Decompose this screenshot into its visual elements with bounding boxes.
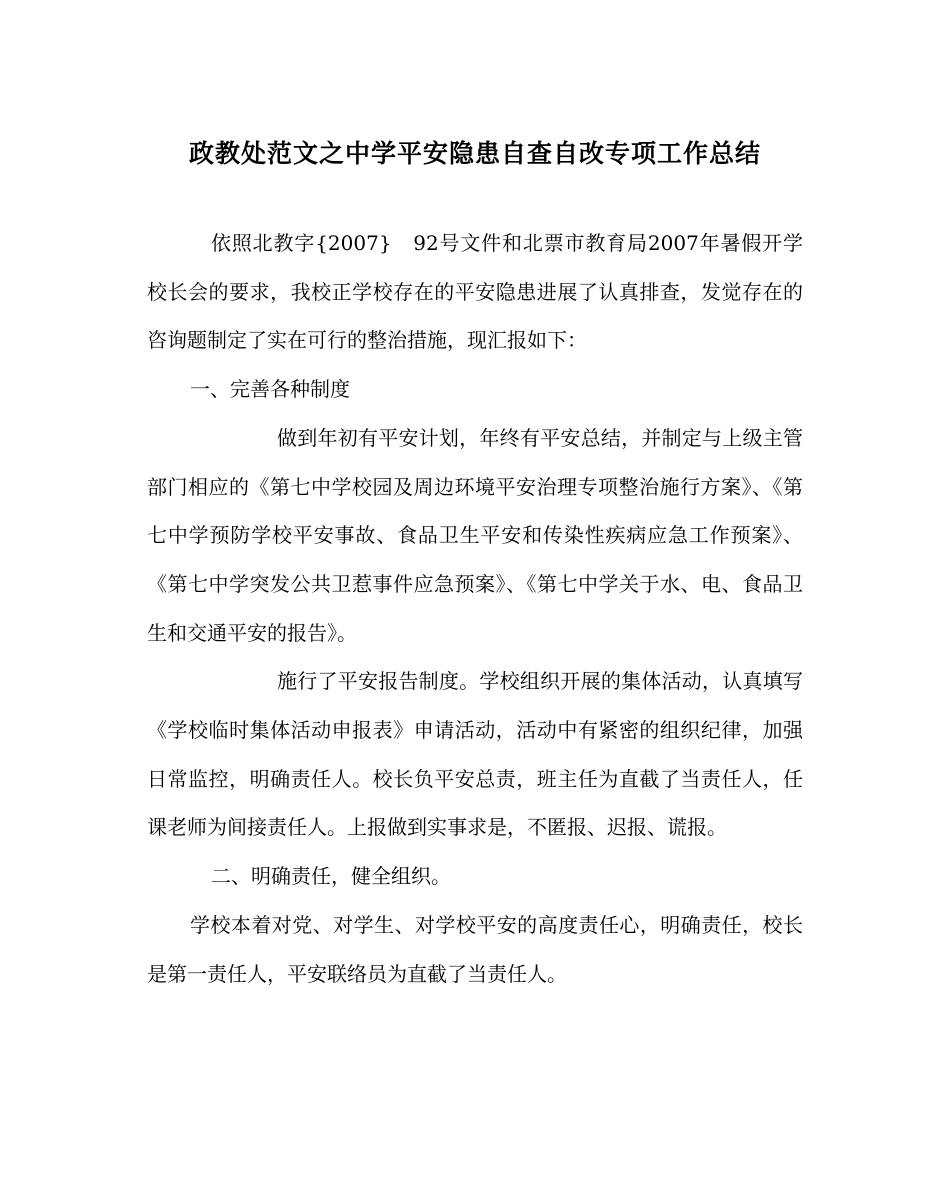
paragraph-safety-reporting: 施行了平安报告制度。学校组织开展的集体活动，认真填写《学校临时集体活动申报表》申请活动，活动中有紧密的组织纪律，加强日常监控，明确责任人。校长负平安总责，班主任为直截了当责任人，任课老师为间接责任人。上报做到实事求是，不匿报、迟报、谎报。 bbox=[147, 669, 803, 840]
document-body bbox=[147, 219, 803, 998]
page-title: 政教处范文之中学平安隐患自查自改专项工作总结 bbox=[188, 139, 761, 168]
paragraph-safety-plans: 做到年初有平安计划，年终有平安总结，并制定与上级主管部门相应的《第七中学校园及周边环境平安治理专项整治施行方案》、《第七中学预防学校平安事故、食品卫生平安和传染性疾病应急工作预案》、《第七中学突发公共卫惹事件应急预案》、《第七中学关于水、电、食品卫生和交通平安的报告》。 bbox=[147, 425, 803, 645]
intro-paragraph: 依照北教字{2007} 92号文件和北票市教育局2007年暑假开学校长会的要求，我校正学校存在的平安隐患进展了认真排查，发觉存在的咨询题制定了实在可行的整治措施，现汇报如下： bbox=[147, 231, 803, 353]
section-heading-1: 一、完善各种制度 bbox=[190, 377, 350, 402]
section-heading-2: 二、明确责任，健全组织。 bbox=[211, 864, 451, 889]
paragraph-responsibility: 学校本着对党、对学生、对学校平安的高度责任心，明确责任，校长是第一责任人，平安联络员为直截了当责任人。 bbox=[147, 912, 803, 986]
